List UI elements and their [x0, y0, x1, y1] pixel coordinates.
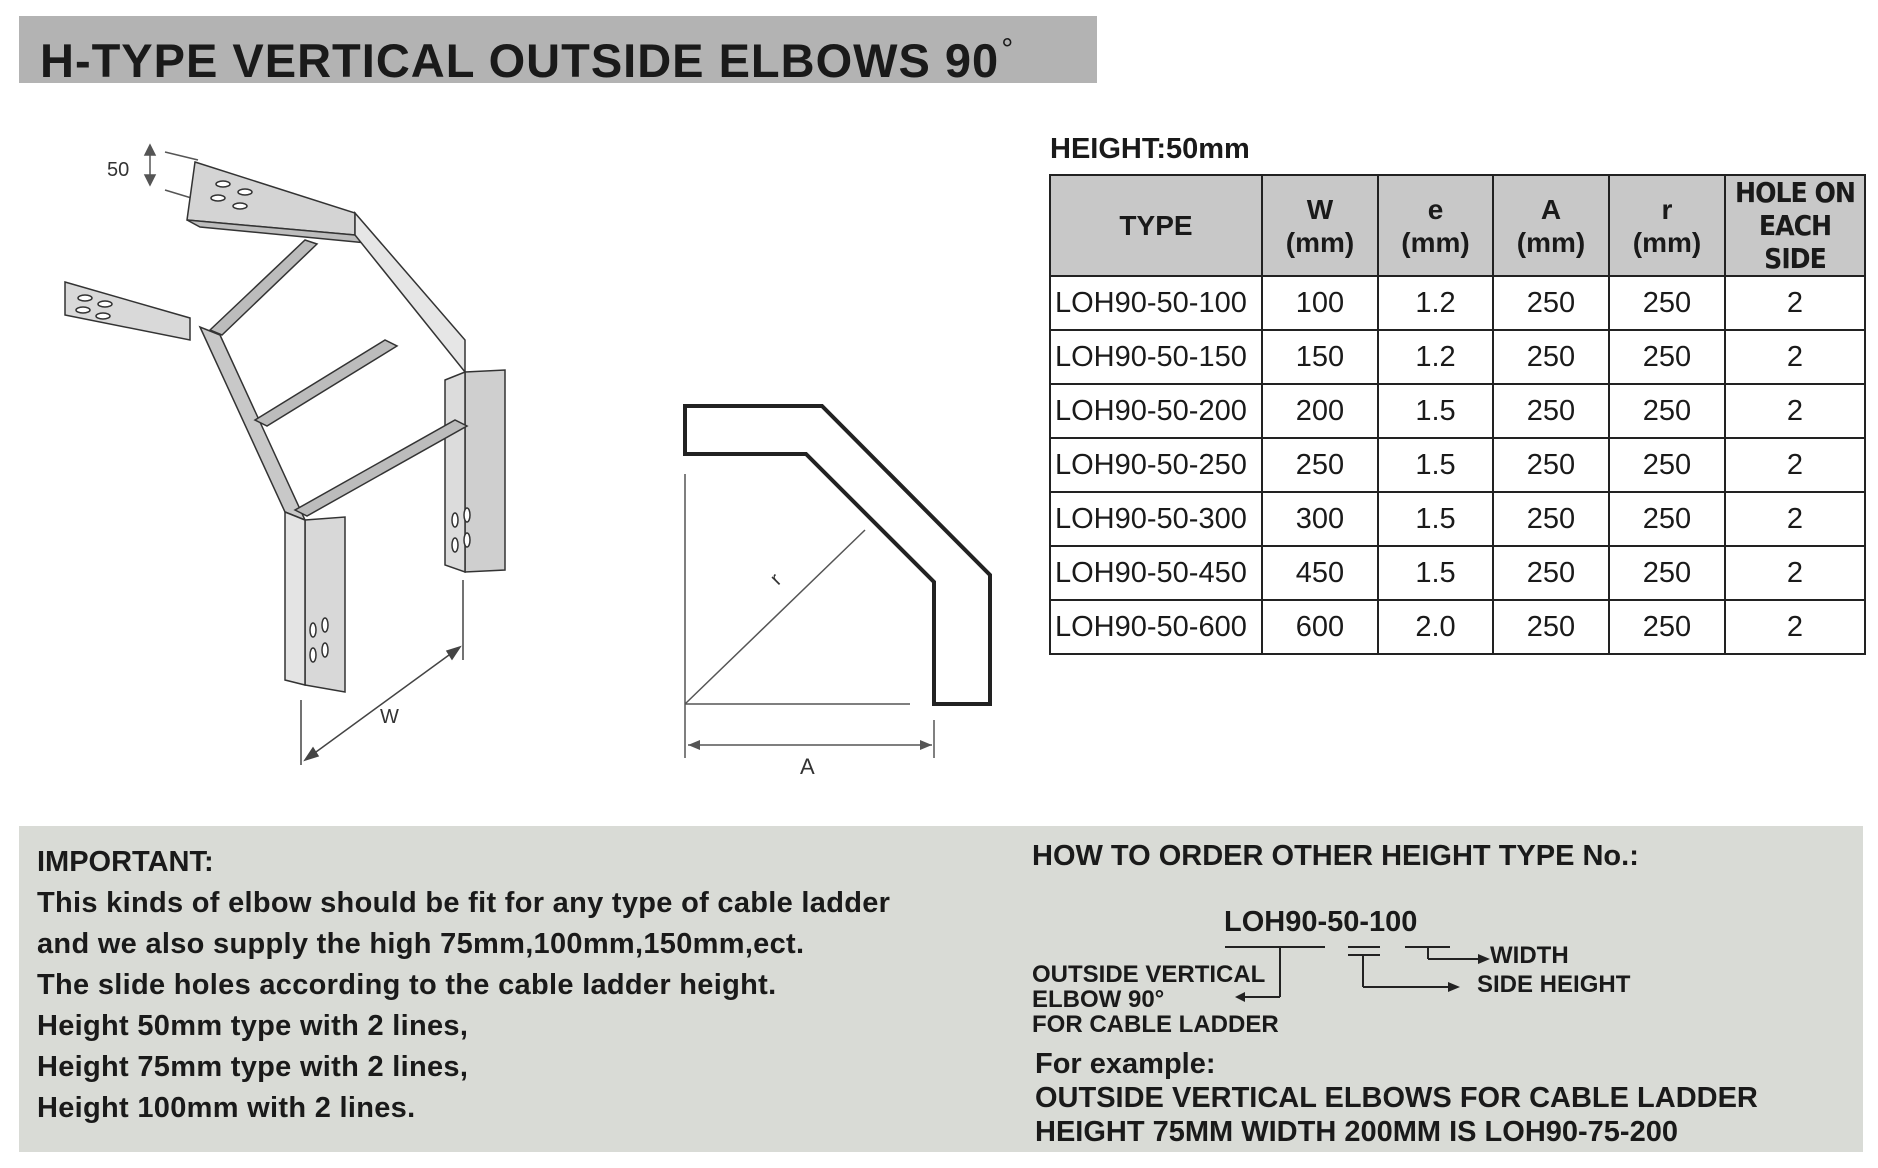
- cell-type: LOH90-50-100: [1050, 276, 1262, 330]
- table-row: [1050, 330, 1865, 384]
- cell-a: 250: [1493, 438, 1609, 492]
- header-e-line2: (mm): [1401, 226, 1470, 258]
- cell-hole: 2: [1725, 384, 1865, 438]
- header-type-label: TYPE: [1119, 210, 1193, 241]
- important-line: Height 75mm type with 2 lines,: [37, 1051, 469, 1083]
- header-e: [1378, 175, 1493, 276]
- cell-r: 250: [1609, 546, 1725, 600]
- width-dim-label: W: [380, 706, 399, 728]
- cell-e: 1.5: [1378, 384, 1493, 438]
- example-line: HEIGHT 75MM WIDTH 200MM IS LOH90-75-200: [1035, 1116, 1678, 1148]
- cell-hole: 2: [1725, 438, 1865, 492]
- cell-w: 100: [1262, 276, 1378, 330]
- important-line: Height 50mm type with 2 lines,: [37, 1010, 469, 1042]
- cell-a: 250: [1493, 384, 1609, 438]
- cell-e: 1.2: [1378, 276, 1493, 330]
- cell-hole: 2: [1725, 546, 1865, 600]
- example-line: OUTSIDE VERTICAL ELBOWS FOR CABLE LADDER: [1035, 1082, 1758, 1114]
- header-hole: [1725, 175, 1865, 276]
- cell-type: LOH90-50-450: [1050, 546, 1262, 600]
- cell-e: 1.2: [1378, 330, 1493, 384]
- cell-r: 250: [1609, 438, 1725, 492]
- spec-table: [1049, 174, 1866, 655]
- header-e-line1: e: [1427, 193, 1444, 225]
- cell-type: LOH90-50-250: [1050, 438, 1262, 492]
- cell-hole: 2: [1725, 600, 1865, 654]
- side-height-label: SIDE HEIGHT: [1477, 971, 1631, 998]
- cell-a: 250: [1493, 600, 1609, 654]
- cell-type: LOH90-50-150: [1050, 330, 1262, 384]
- cell-hole: 2: [1725, 330, 1865, 384]
- cell-hole: 2: [1725, 276, 1865, 330]
- cell-e: 1.5: [1378, 546, 1493, 600]
- cell-w: 600: [1262, 600, 1378, 654]
- important-line: Height 100mm with 2 lines.: [37, 1092, 416, 1124]
- cell-w: 250: [1262, 438, 1378, 492]
- order-desc-line: FOR CABLE LADDER: [1032, 1011, 1279, 1038]
- table-header-row: [1050, 175, 1865, 276]
- cell-r: 250: [1609, 330, 1725, 384]
- order-desc-line: ELBOW 90°: [1032, 986, 1165, 1013]
- cell-e: 1.5: [1378, 492, 1493, 546]
- height-dim-label: 50: [107, 159, 130, 181]
- ladder-elbow-drawing: [55, 140, 525, 780]
- header-a: [1493, 175, 1609, 276]
- header-w: [1262, 175, 1378, 276]
- cell-r: 250: [1609, 492, 1725, 546]
- order-desc-line: OUTSIDE VERTICAL: [1032, 961, 1266, 988]
- header-w-line1: W: [1306, 193, 1334, 225]
- table-row: [1050, 600, 1865, 654]
- header-r-line2: (mm): [1632, 226, 1702, 258]
- header-hole-line2: EACH SIDE: [1758, 209, 1832, 275]
- cell-hole: 2: [1725, 492, 1865, 546]
- cell-type: LOH90-50-300: [1050, 492, 1262, 546]
- table-row: [1050, 276, 1865, 330]
- important-line: The slide holes according to the cable ladder height.: [37, 969, 777, 1001]
- table-row: [1050, 546, 1865, 600]
- cell-w: 450: [1262, 546, 1378, 600]
- order-code: LOH90-50-100: [1224, 906, 1418, 938]
- header-type: [1050, 175, 1262, 276]
- header-a-line2: (mm): [1516, 226, 1586, 258]
- table-row: [1050, 384, 1865, 438]
- table-row: [1050, 438, 1865, 492]
- cell-e: 1.5: [1378, 438, 1493, 492]
- a-dim-label: A: [800, 754, 815, 779]
- cell-r: 250: [1609, 384, 1725, 438]
- page-title: [40, 22, 1014, 89]
- header-r-line1: r: [1661, 193, 1673, 225]
- cell-e: 2.0: [1378, 600, 1493, 654]
- cell-w: 300: [1262, 492, 1378, 546]
- important-title: IMPORTANT:: [37, 846, 214, 878]
- header-hole-line1: HOLE ON: [1734, 176, 1855, 209]
- table-heading: HEIGHT:50mm: [1050, 133, 1250, 165]
- cell-type: LOH90-50-200: [1050, 384, 1262, 438]
- radius-label: r: [765, 569, 787, 590]
- cell-type: LOH90-50-600: [1050, 600, 1262, 654]
- cell-a: 250: [1493, 492, 1609, 546]
- cell-r: 250: [1609, 276, 1725, 330]
- important-line: and we also supply the high 75mm,100mm,150mm,ect.: [37, 928, 805, 960]
- header-r: [1609, 175, 1725, 276]
- width-label: WIDTH: [1490, 942, 1569, 969]
- elbow-profile-drawing: [670, 390, 1010, 780]
- order-title: HOW TO ORDER OTHER HEIGHT TYPE No.:: [1032, 840, 1639, 872]
- cell-w: 150: [1262, 330, 1378, 384]
- cell-w: 200: [1262, 384, 1378, 438]
- header-w-line2: (mm): [1285, 226, 1355, 258]
- degree-symbol: °: [1001, 33, 1015, 66]
- important-line: This kinds of elbow should be fit for any type of cable ladder: [37, 887, 891, 919]
- cell-a: 250: [1493, 546, 1609, 600]
- cell-r: 250: [1609, 600, 1725, 654]
- header-a-line1: A: [1540, 193, 1562, 225]
- table-row: [1050, 492, 1865, 546]
- cell-a: 250: [1493, 276, 1609, 330]
- page-title-text: H-TYPE VERTICAL OUTSIDE ELBOWS 90: [40, 34, 1000, 87]
- cell-a: 250: [1493, 330, 1609, 384]
- example-title: For example:: [1035, 1048, 1216, 1080]
